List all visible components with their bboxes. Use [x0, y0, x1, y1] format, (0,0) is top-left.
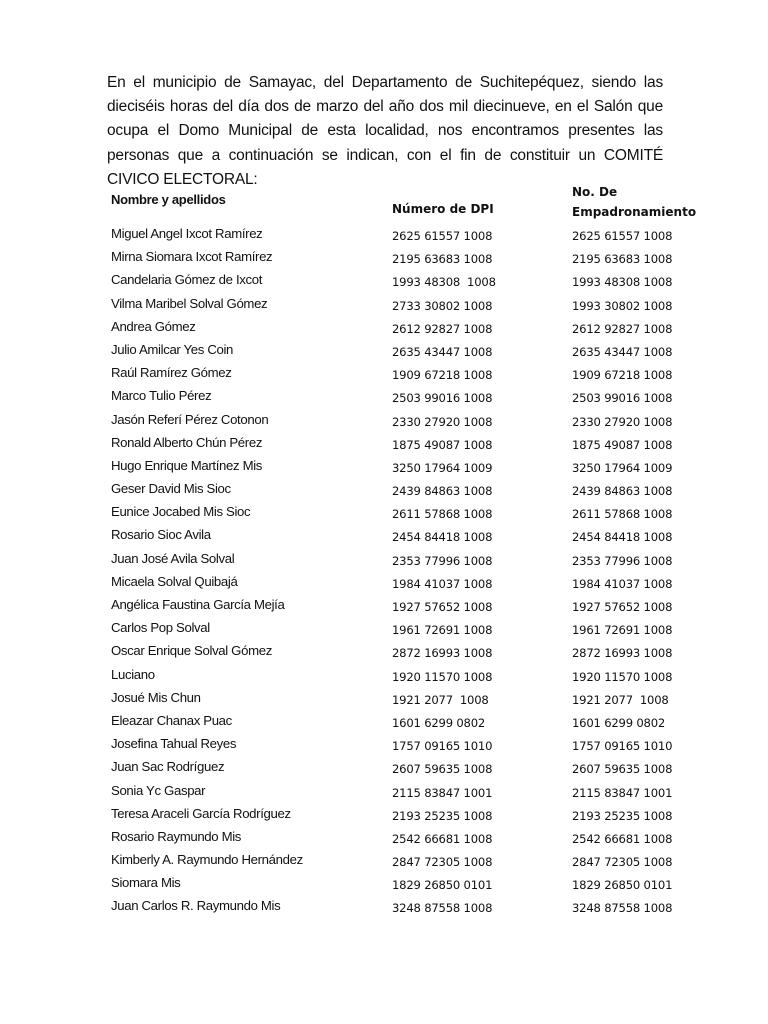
- member-dpi: 1993 48308 1008: [392, 275, 496, 290]
- member-name: Andrea Gómez: [111, 318, 196, 334]
- member-empadronamiento: 2193 25235 1008: [572, 808, 673, 823]
- member-name: Micaela Solval Quibajá: [111, 573, 238, 589]
- member-dpi: 2439 84863 1008: [392, 484, 493, 499]
- table-row: [111, 412, 711, 435]
- member-dpi: 1920 11570 1008: [392, 669, 493, 684]
- member-dpi: 2872 16993 1008: [392, 646, 493, 661]
- member-dpi: 2193 25235 1008: [392, 808, 493, 823]
- member-empadronamiento: 2611 57868 1008: [572, 507, 673, 522]
- member-dpi: 2454 84418 1008: [392, 530, 493, 545]
- table-row: [111, 249, 711, 272]
- table-row: [111, 620, 711, 643]
- table-row: [111, 435, 711, 458]
- member-name: Vilma Maribel Solval Gómez: [111, 295, 268, 311]
- member-empadronamiento: 2607 59635 1008: [572, 762, 673, 777]
- member-dpi: 3250 17964 1009: [392, 460, 493, 475]
- member-name: Jasón Referí Pérez Cotonon: [111, 411, 269, 427]
- member-empadronamiento: 2872 16993 1008: [572, 646, 673, 661]
- member-dpi: 2847 72305 1008: [392, 855, 493, 870]
- member-dpi: 1961 72691 1008: [392, 623, 493, 638]
- table-row: [111, 667, 711, 690]
- member-dpi: 1829 26850 0101: [392, 878, 493, 893]
- member-name: Candelaria Gómez de Ixcot: [111, 272, 263, 288]
- member-dpi: 1757 09165 1010: [392, 739, 493, 754]
- member-empadronamiento: 2439 84863 1008: [572, 484, 673, 499]
- table-header: [111, 182, 711, 226]
- member-name: Raúl Ramírez Gómez: [111, 365, 232, 381]
- table-row: [111, 852, 711, 875]
- member-dpi: 1875 49087 1008: [392, 437, 493, 452]
- member-dpi: 2330 27920 1008: [392, 414, 493, 429]
- member-name: Carlos Pop Solval: [111, 620, 210, 636]
- header-dpi: Número de DPI: [392, 202, 494, 216]
- table-row: [111, 829, 711, 852]
- table-row: [111, 551, 711, 574]
- member-empadronamiento: 2353 77996 1008: [572, 553, 673, 568]
- table-row: [111, 898, 711, 921]
- member-name: Juan Carlos R. Raymundo Mis: [111, 898, 281, 914]
- member-empadronamiento: 2330 27920 1008: [572, 414, 673, 429]
- member-empadronamiento: 3250 17964 1009: [572, 460, 673, 475]
- table-row: [111, 481, 711, 504]
- member-empadronamiento: 1927 57652 1008: [572, 600, 673, 614]
- intro-paragraph: En el municipio de Samayac, del Departamento de Suchitepéquez, siendo las dieciséis horas del día dos de marzo del año dos mil diecinueve, en el Salón que ocupa el Domo Municipal de esta localidad, nos encontramos presentes las personas que a continuación se indican, con el fin de constituir un COMITÉ CIVICO ELECTORAL:: [107, 74, 663, 188]
- member-dpi: 2195 63683 1008: [392, 252, 493, 267]
- table-row: [111, 388, 711, 411]
- header-name: Nombre y apellidos: [111, 192, 226, 207]
- member-name: Geser David Mis Sioc: [111, 481, 231, 497]
- table-row: [111, 690, 711, 713]
- table-row: [111, 272, 711, 295]
- members-table: [111, 182, 711, 922]
- member-name: Eleazar Chanax Puac: [111, 712, 232, 728]
- header-empadronamiento: No. De Empadronamiento: [572, 185, 697, 219]
- member-empadronamiento: 1921 2077 1008: [572, 692, 669, 707]
- member-dpi: 2625 61557 1008: [392, 229, 493, 243]
- member-empadronamiento: 1601 6299 0802: [572, 715, 666, 730]
- member-empadronamiento: 2115 83847 1001: [572, 785, 673, 800]
- member-empadronamiento: 1961 72691 1008: [572, 623, 673, 638]
- member-dpi: 1927 57652 1008: [392, 600, 493, 614]
- member-dpi: 2635 43447 1008: [392, 344, 493, 359]
- table-row: [111, 736, 711, 759]
- member-name: Siomara Mis: [111, 875, 181, 891]
- member-dpi: 2612 92827 1008: [392, 321, 493, 336]
- member-dpi: 2115 83847 1001: [392, 785, 493, 800]
- member-empadronamiento: 1993 30802 1008: [572, 298, 673, 313]
- table-row: [111, 226, 711, 249]
- table-row: [111, 597, 711, 620]
- member-name: Teresa Araceli García Rodríguez: [111, 805, 291, 821]
- member-empadronamiento: 2195 63683 1008: [572, 252, 673, 267]
- member-empadronamiento: 1875 49087 1008: [572, 437, 673, 452]
- member-name: Juan Sac Rodríguez: [111, 759, 225, 775]
- member-name: Rosario Sioc Avila: [111, 527, 211, 543]
- table-body: [111, 226, 711, 922]
- table-row: [111, 527, 711, 550]
- member-name: Mirna Siomara Ixcot Ramírez: [111, 249, 273, 265]
- member-name: Eunice Jocabed Mis Sioc: [111, 504, 251, 520]
- member-dpi: 2607 59635 1008: [392, 762, 493, 777]
- table-row: [111, 643, 711, 666]
- table-row: [111, 365, 711, 388]
- member-name: Josué Mis Chun: [111, 689, 201, 705]
- member-empadronamiento: 3248 87558 1008: [572, 901, 673, 916]
- table-row: [111, 783, 711, 806]
- member-dpi: 1921 2077 1008: [392, 692, 489, 707]
- member-name: Angélica Faustina García Mejía: [111, 597, 285, 612]
- member-name: Oscar Enrique Solval Gómez: [111, 643, 272, 659]
- member-name: Hugo Enrique Martínez Mis: [111, 457, 263, 473]
- member-empadronamiento: 1920 11570 1008: [572, 669, 673, 684]
- member-empadronamiento: 1993 48308 1008: [572, 275, 673, 290]
- member-empadronamiento: 1909 67218 1008: [572, 368, 673, 383]
- member-name: Rosario Raymundo Mis: [111, 828, 242, 844]
- table-row: [111, 296, 711, 319]
- member-name: Sonia Yc Gaspar: [111, 782, 206, 798]
- member-dpi: 1601 6299 0802: [392, 715, 486, 730]
- member-dpi: 2542 66681 1008: [392, 831, 493, 846]
- member-dpi: 1984 41037 1008: [392, 576, 493, 591]
- member-dpi: 1909 67218 1008: [392, 368, 493, 383]
- member-empadronamiento: 2503 99016 1008: [572, 391, 673, 406]
- table-row: [111, 806, 711, 829]
- member-empadronamiento: 2847 72305 1008: [572, 855, 673, 870]
- member-empadronamiento: 1757 09165 1010: [572, 739, 673, 754]
- table-row: [111, 504, 711, 527]
- member-empadronamiento: 2542 66681 1008: [572, 831, 673, 846]
- member-empadronamiento: 1829 26850 0101: [572, 878, 673, 893]
- member-name: Juan José Avila Solval: [111, 550, 235, 566]
- member-name: Julio Amilcar Yes Coin: [111, 341, 234, 357]
- table-row: [111, 342, 711, 365]
- member-name: Marco Tulio Pérez: [111, 388, 212, 404]
- table-row: [111, 574, 711, 597]
- table-row: [111, 875, 711, 898]
- table-row: [111, 713, 711, 736]
- member-dpi: 2733 30802 1008: [392, 298, 493, 313]
- member-name: Miguel Angel Ixcot Ramírez: [111, 226, 263, 241]
- table-row: [111, 759, 711, 782]
- member-name: Luciano: [111, 666, 155, 682]
- member-empadronamiento: 2454 84418 1008: [572, 530, 673, 545]
- member-dpi: 2611 57868 1008: [392, 507, 493, 522]
- member-name: Kimberly A. Raymundo Hernández: [111, 852, 303, 868]
- member-empadronamiento: 2635 43447 1008: [572, 344, 673, 359]
- member-dpi: 3248 87558 1008: [392, 901, 493, 916]
- member-empadronamiento: 2625 61557 1008: [572, 229, 673, 243]
- member-name: Josefina Tahual Reyes: [111, 736, 237, 752]
- member-empadronamiento: 1984 41037 1008: [572, 576, 673, 591]
- member-dpi: 2503 99016 1008: [392, 391, 493, 406]
- table-row: [111, 319, 711, 342]
- member-empadronamiento: 2612 92827 1008: [572, 321, 673, 336]
- member-dpi: 2353 77996 1008: [392, 553, 493, 568]
- table-row: [111, 458, 711, 481]
- member-name: Ronald Alberto Chún Pérez: [111, 434, 263, 450]
